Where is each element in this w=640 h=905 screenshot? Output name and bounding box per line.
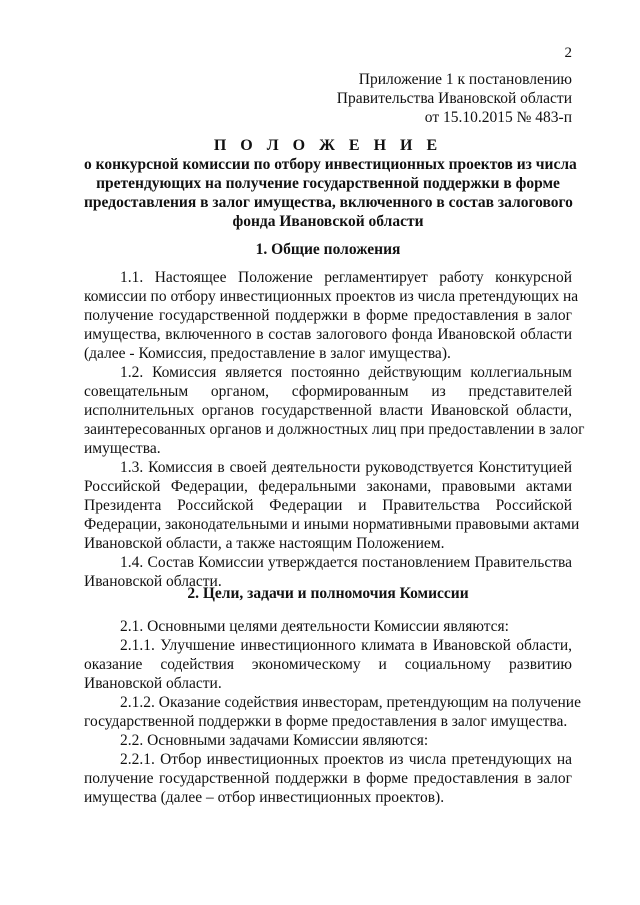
subtitle-line: о конкурсной комиссии по отбору инвестиционных проектов из числа [84,156,577,173]
text-line: Федерации, законодательными и иными нормативными правовыми актами [84,516,580,533]
text-line: 2.1. Основными целями деятельности Комиссии являются: [120,618,509,635]
text-line: 2.2.1. Отбор инвестиционных проектов из числа претендующих на [120,751,572,768]
text-line: получение государственной поддержки в форме предоставления в залог [84,770,572,787]
text-line: 2.2. Основными задачами Комиссии являются: [120,732,429,749]
text-line: заинтересованных органов и должностных лиц при предоставлении в залог [84,421,585,438]
document-title: П О Л О Ж Е Н И Е [213,137,443,154]
text-line: получение государственной поддержки в форме предоставления в залог [84,307,572,324]
text-line: 1.4. Состав Комиссии утверждается постановлением Правительства [120,554,572,571]
subtitle-line: фонда Ивановской области [232,213,424,230]
subtitle-line: претендующих на получение государственной поддержки в форме [96,175,560,192]
text-line: 1.2. Комиссия является постоянно действующим коллегиальным [120,364,572,381]
text-line: имущества, включенного в состав залогового фонда Ивановской области [84,326,572,343]
appendix-line: от 15.10.2015 № 483-п [424,109,572,126]
text-line: Ивановской области. [84,573,222,590]
appendix-line: Правительства Ивановской области [336,90,572,107]
text-line: 1.3. Комиссия в своей деятельности руководствуется Конституцией [120,459,572,476]
text-line: оказание содействия экономическому и социальному развитию [84,656,572,673]
document-subtitle [84,155,577,231]
section-heading-2: 2. Цели, задачи и полномочия Комиссии [187,585,469,602]
section-heading-1: 1. Общие положения [255,241,401,258]
appendix-line: Приложение 1 к постановлению [358,71,572,88]
text-line: 1.1. Настоящее Положение регламентирует работу конкурсной [120,269,572,286]
text-line: Ивановской области. [84,675,222,692]
section-2-text [84,617,581,807]
page-number: 2 [564,45,572,61]
text-line: имущества. [84,440,161,457]
text-line: 2.1.2. Оказание содействия инвесторам, претендующим на получение [120,694,581,711]
section-1-text [84,268,585,591]
text-line: комиссии по отбору инвестиционных проектов из числа претендующих на [84,288,579,305]
text-line: (далее - Комиссия, предоставление в залог имущества). [84,345,451,362]
text-line: совещательным органом, сформированным из представителей [84,383,572,400]
text-line: исполнительных органов государственной власти Ивановской области, [84,402,572,419]
text-line: Российской Федерации, федеральными законами, правовыми актами [84,478,572,495]
text-line: Ивановской области, а также настоящим Положением. [84,535,445,552]
text-line: 2.1.1. Улучшение инвестиционного климата в Ивановской области, [120,637,572,654]
subtitle-line: предоставления в залог имущества, включенного в состав залогового [84,194,573,211]
text-line: имущества (далее – отбор инвестиционных проектов). [84,789,445,806]
appendix-note [272,70,572,127]
text-line: Президента Российской Федерации и Правительства Российской [84,497,572,514]
text-line: государственной поддержки в форме предоставления в залог имущества. [84,713,568,730]
